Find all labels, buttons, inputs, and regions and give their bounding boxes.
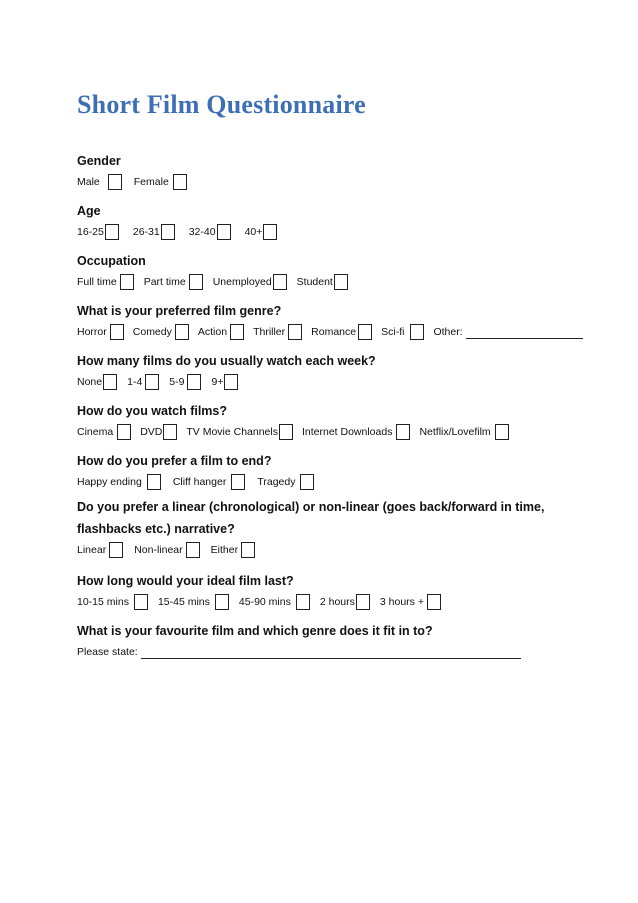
checkbox[interactable] — [109, 542, 123, 558]
option-label: 3 hours + — [379, 596, 424, 608]
question-age — [77, 200, 617, 241]
checkbox[interactable] — [241, 542, 255, 558]
option-label: 26-31 — [132, 226, 160, 238]
option-romance[interactable] — [311, 324, 372, 340]
checkbox[interactable] — [273, 274, 287, 290]
option-other — [433, 325, 582, 339]
option-label: Comedy — [132, 326, 172, 338]
option-label: Unemployed — [212, 276, 272, 288]
checkbox[interactable] — [110, 324, 124, 340]
option-label: DVD — [140, 426, 163, 438]
option-label: Action — [197, 326, 228, 338]
option-tragedy[interactable] — [257, 474, 314, 490]
option-1-4[interactable] — [127, 374, 159, 390]
options-row — [77, 643, 617, 661]
checkbox[interactable] — [187, 374, 201, 390]
option-26-31[interactable] — [133, 224, 175, 240]
checkbox[interactable] — [175, 324, 189, 340]
option-9-plus[interactable] — [211, 374, 238, 390]
options-row — [77, 173, 617, 191]
question-label: Occupation — [77, 254, 146, 268]
question-label: What is your preferred film genre? — [77, 304, 282, 318]
option-label: 45-90 mins — [238, 596, 291, 608]
checkbox[interactable] — [396, 424, 410, 440]
page-title: Short Film Questionnaire — [77, 90, 366, 119]
option-linear[interactable] — [77, 542, 123, 558]
question-label: How do you watch films? — [77, 404, 228, 418]
option-label: 15-45 mins — [157, 596, 210, 608]
option-label: Student — [296, 276, 333, 288]
question-favourite-film — [77, 620, 617, 661]
option-female[interactable] — [134, 174, 187, 190]
option-label: 40+ — [244, 226, 263, 238]
option-label: Cliff hanger — [172, 476, 227, 488]
checkbox[interactable] — [217, 224, 231, 240]
option-label: 16-25 — [77, 226, 104, 238]
option-label: Horror — [77, 326, 107, 338]
option-label: Full time — [77, 276, 117, 288]
question-occupation — [77, 250, 617, 291]
favourite-answer — [77, 645, 521, 659]
checkbox[interactable] — [224, 374, 238, 390]
checkbox[interactable] — [300, 474, 314, 490]
option-full-time[interactable] — [77, 274, 134, 290]
option-label: Sci-fi — [381, 326, 405, 338]
option-label: Cinema — [77, 426, 114, 438]
option-32-40[interactable] — [189, 224, 231, 240]
option-label: Either — [210, 544, 239, 556]
options-row — [77, 373, 617, 391]
options-row — [77, 273, 617, 291]
checkbox[interactable] — [108, 174, 122, 190]
checkbox[interactable] — [263, 224, 277, 240]
option-label: 2 hours — [319, 596, 355, 608]
option-45-90-mins[interactable] — [239, 594, 310, 610]
option-16-25[interactable] — [77, 224, 119, 240]
checkbox[interactable] — [147, 474, 161, 490]
question-label: Age — [77, 204, 101, 218]
checkbox[interactable] — [145, 374, 159, 390]
option-non-linear[interactable] — [134, 542, 199, 558]
option-label: Happy ending — [77, 476, 142, 488]
question-gender — [77, 150, 617, 191]
option-horror[interactable] — [77, 324, 124, 340]
option-label: 5-9 — [169, 376, 185, 388]
option-cliff-hanger[interactable] — [173, 474, 246, 490]
option-2-hours[interactable] — [320, 594, 370, 610]
option-40-plus[interactable] — [245, 224, 278, 240]
options-row — [77, 473, 617, 491]
option-15-45-mins[interactable] — [158, 594, 229, 610]
option-5-9[interactable] — [169, 374, 201, 390]
option-label: Romance — [311, 326, 357, 338]
option-3-hours-plus[interactable] — [380, 594, 441, 610]
option-label: 1-4 — [127, 376, 143, 388]
option-label: 32-40 — [188, 226, 216, 238]
option-student[interactable] — [297, 274, 348, 290]
checkbox[interactable] — [230, 324, 244, 340]
option-label: Part time — [143, 276, 186, 288]
option-label: Thriller — [253, 326, 286, 338]
option-label: TV Movie Channels — [186, 426, 278, 438]
option-sci-fi[interactable] — [381, 324, 424, 340]
option-label: Female — [133, 176, 169, 188]
checkbox[interactable] — [117, 424, 131, 440]
checkbox[interactable] — [186, 542, 200, 558]
checkbox[interactable] — [103, 374, 117, 390]
options-row — [77, 423, 617, 441]
question-label: What is your favourite film and which genre does it fit in to? — [77, 624, 433, 638]
checkbox[interactable] — [296, 594, 310, 610]
favourite-input-line[interactable] — [141, 645, 521, 659]
option-internet-downloads[interactable] — [302, 424, 410, 440]
question-length — [77, 570, 617, 611]
question-label: How do you prefer a film to end? — [77, 454, 272, 468]
option-action[interactable] — [198, 324, 244, 340]
checkbox[interactable] — [231, 474, 245, 490]
options-row — [77, 223, 617, 241]
option-part-time[interactable] — [144, 274, 203, 290]
option-none[interactable] — [77, 374, 117, 390]
checkbox[interactable] — [134, 594, 148, 610]
option-either[interactable] — [211, 542, 255, 558]
option-netflix-lovefilm[interactable] — [419, 424, 508, 440]
question-label: How many films do you usually watch each week? — [77, 354, 376, 368]
question-narrative — [77, 496, 617, 559]
checkbox[interactable] — [161, 224, 175, 240]
checkbox[interactable] — [427, 594, 441, 610]
option-dvd[interactable] — [140, 424, 177, 440]
checkbox[interactable] — [495, 424, 509, 440]
checkbox[interactable] — [358, 324, 372, 340]
option-label: 9+ — [211, 376, 224, 388]
options-row — [77, 541, 617, 559]
checkbox[interactable] — [410, 324, 424, 340]
checkbox[interactable] — [120, 274, 134, 290]
checkbox[interactable] — [334, 274, 348, 290]
other-label: Other: — [433, 326, 463, 338]
option-label: Non-linear — [134, 544, 183, 556]
option-comedy[interactable] — [133, 324, 189, 340]
option-label: Male — [77, 176, 100, 188]
question-ending — [77, 450, 617, 491]
checkbox[interactable] — [215, 594, 229, 610]
checkbox[interactable] — [163, 424, 177, 440]
option-label: Linear — [77, 544, 107, 556]
question-label: How long would your ideal film last? — [77, 574, 294, 588]
option-male[interactable] — [77, 174, 122, 190]
option-tv-movie-channels[interactable] — [186, 424, 293, 440]
question-genre — [77, 300, 617, 341]
option-unemployed[interactable] — [213, 274, 287, 290]
option-label: Netflix/Lovefilm — [419, 426, 491, 438]
option-happy-ending[interactable] — [77, 474, 161, 490]
option-label: 10-15 mins — [77, 596, 129, 608]
question-label: Do you prefer a linear (chronological) or non-linear (goes back/forward in time, flashbacks etc.) narrative? — [77, 500, 545, 536]
checkbox[interactable] — [173, 174, 187, 190]
checkbox[interactable] — [288, 324, 302, 340]
checkbox[interactable] — [189, 274, 203, 290]
prompt-label: Please state: — [77, 646, 138, 658]
question-films-per-week — [77, 350, 617, 391]
options-row — [77, 323, 617, 341]
option-label: Internet Downloads — [301, 426, 393, 438]
question-watch-method — [77, 400, 617, 441]
checkbox[interactable] — [279, 424, 293, 440]
other-input-line[interactable] — [466, 325, 583, 339]
option-label: Tragedy — [257, 476, 296, 488]
checkbox[interactable] — [105, 224, 119, 240]
option-cinema[interactable] — [77, 424, 131, 440]
question-label: Gender — [77, 154, 121, 168]
options-row — [77, 593, 617, 611]
option-10-15-mins[interactable] — [77, 594, 148, 610]
option-label: None — [77, 376, 103, 388]
option-thriller[interactable] — [253, 324, 302, 340]
checkbox[interactable] — [356, 594, 370, 610]
